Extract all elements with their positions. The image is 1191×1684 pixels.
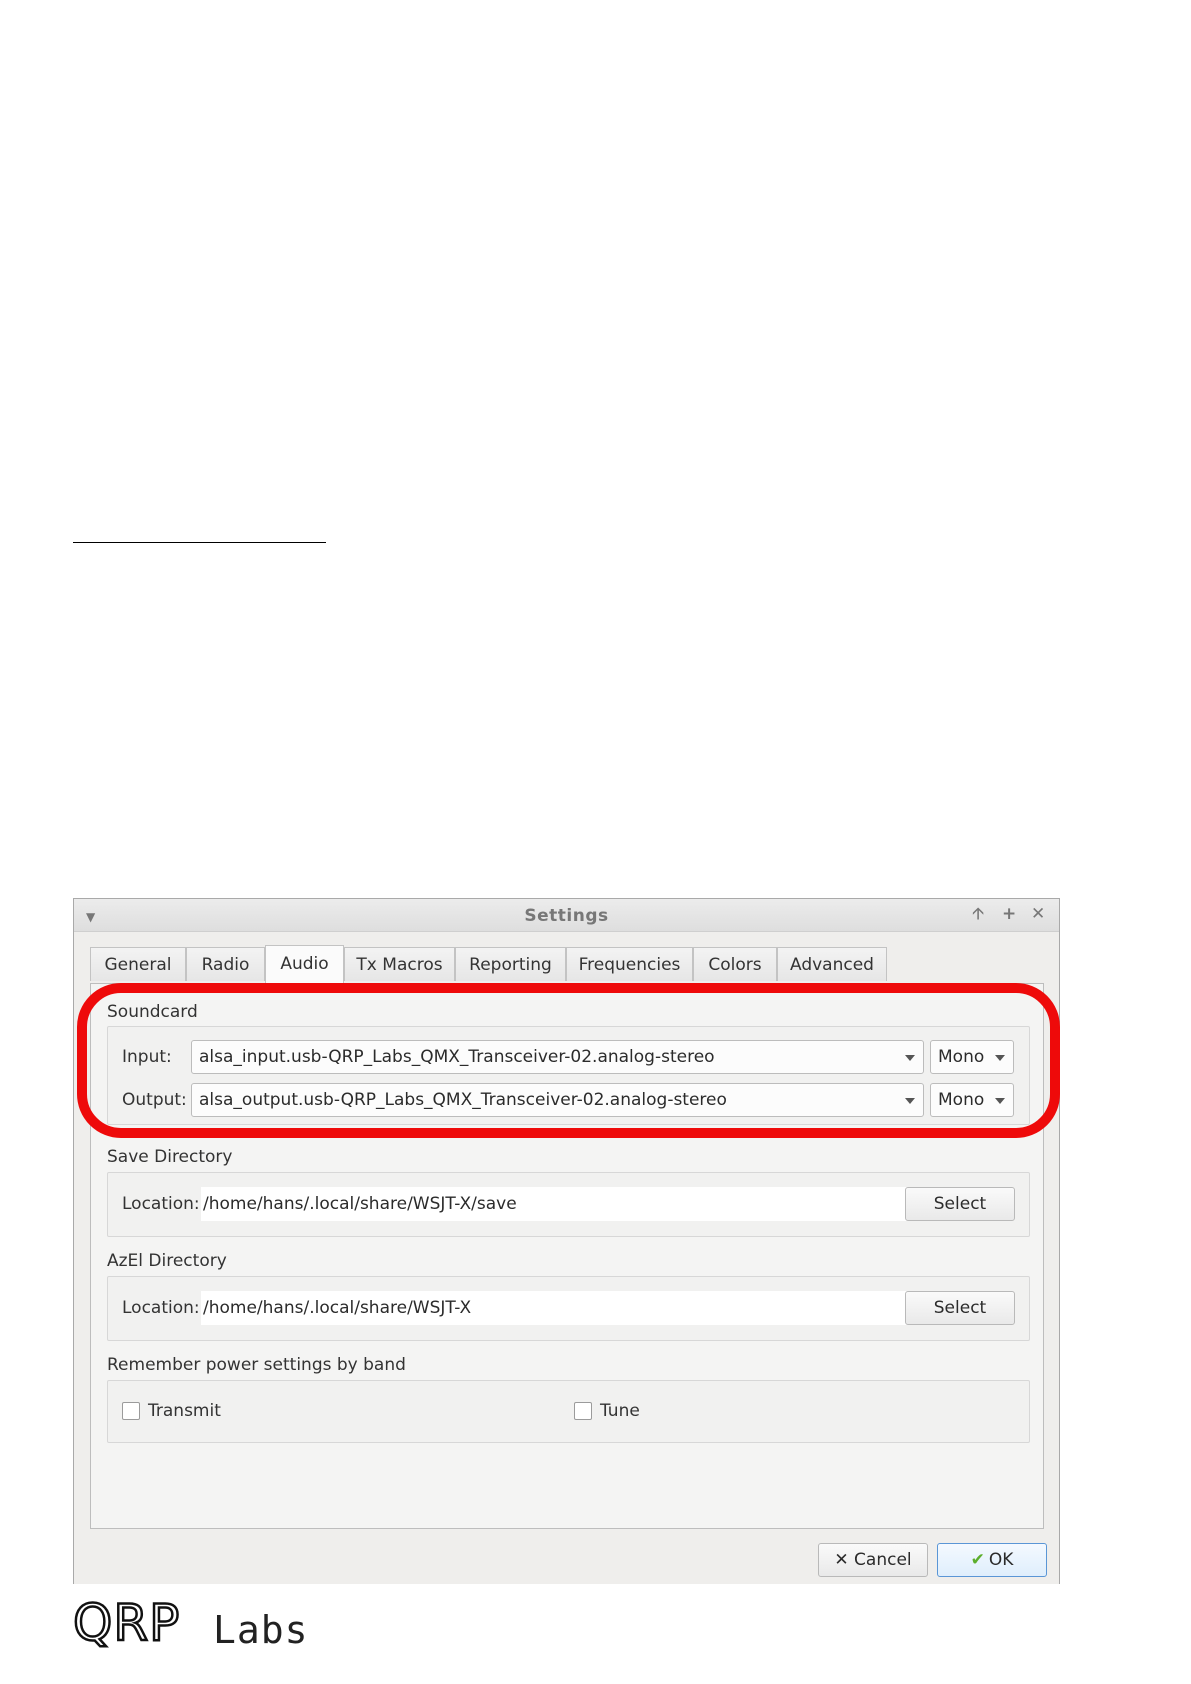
close-icon[interactable]: ✕ (1031, 904, 1046, 924)
input-device-combo[interactable] (191, 1040, 924, 1074)
tab-advanced[interactable]: Advanced (777, 947, 887, 981)
logo-labs-text: Labs (213, 1608, 309, 1652)
cancel-button-label: Cancel (854, 1550, 912, 1570)
chevron-down-icon (905, 1098, 915, 1104)
tab-reporting[interactable]: Reporting (455, 947, 566, 981)
checkmark-icon: ✔ (970, 1550, 985, 1570)
save-select-button[interactable]: Select (905, 1187, 1015, 1221)
input-device-value: alsa_input.usb-QRP_Labs_QMX_Transceiver-02.analog-stereo (199, 1047, 715, 1067)
transmit-checkbox[interactable] (122, 1402, 140, 1420)
page-divider-line (73, 542, 326, 543)
azel-location-field[interactable]: /home/hans/.local/share/WSJT-X (201, 1291, 917, 1325)
chevron-down-icon (995, 1098, 1005, 1104)
tab-frequencies[interactable]: Frequencies (566, 947, 693, 981)
azel-directory-group (107, 1276, 1030, 1341)
settings-dialog (73, 898, 1060, 1584)
tab-general[interactable]: General (90, 947, 186, 981)
power-settings-group-title: Remember power settings by band (107, 1355, 406, 1375)
audio-tab-pane (90, 983, 1044, 1529)
tab-radio[interactable]: Radio (186, 947, 265, 981)
output-device-value: alsa_output.usb-QRP_Labs_QMX_Transceiver-02.analog-stereo (199, 1090, 727, 1110)
save-location-field[interactable]: /home/hans/.local/share/WSJT-X/save (201, 1187, 917, 1221)
chevron-down-icon (905, 1055, 915, 1061)
maximize-icon[interactable]: + (1002, 904, 1017, 924)
azel-select-button[interactable]: Select (905, 1291, 1015, 1325)
azel-location-label: Location: (122, 1298, 200, 1318)
tab-tx-macros[interactable]: Tx Macros (344, 947, 455, 981)
azel-directory-group-title: AzEl Directory (107, 1251, 227, 1271)
tune-label[interactable]: Tune (600, 1401, 640, 1421)
tab-audio[interactable]: Audio (265, 945, 344, 983)
ok-button[interactable] (937, 1543, 1047, 1577)
window-title: Settings (524, 906, 609, 926)
cancel-x-icon: ✕ (834, 1550, 849, 1570)
cancel-button[interactable] (818, 1543, 928, 1577)
ok-button-label: OK (988, 1550, 1014, 1570)
window-menu-icon[interactable]: ▼ (86, 910, 96, 924)
tune-checkbox[interactable] (574, 1402, 592, 1420)
output-channel-value: Mono (938, 1090, 985, 1110)
tab-colors[interactable]: Colors (693, 947, 777, 981)
logo-qrp-text: QRP (73, 1594, 181, 1652)
chevron-down-icon (995, 1055, 1005, 1061)
input-label: Input: (122, 1047, 172, 1067)
title-bar (74, 899, 1059, 932)
save-directory-group (107, 1172, 1030, 1237)
soundcard-group (107, 1026, 1030, 1125)
output-label: Output: (122, 1090, 187, 1110)
save-location-label: Location: (122, 1194, 200, 1214)
output-channel-combo[interactable] (930, 1083, 1014, 1117)
power-settings-group (107, 1380, 1030, 1443)
save-directory-group-title: Save Directory (107, 1147, 233, 1167)
input-channel-value: Mono (938, 1047, 985, 1067)
soundcard-group-title: Soundcard (107, 1002, 198, 1022)
input-channel-combo[interactable] (930, 1040, 1014, 1074)
keep-above-icon[interactable]: 🡩 (972, 904, 985, 924)
output-device-combo[interactable] (191, 1083, 924, 1117)
transmit-label[interactable]: Transmit (148, 1401, 221, 1421)
